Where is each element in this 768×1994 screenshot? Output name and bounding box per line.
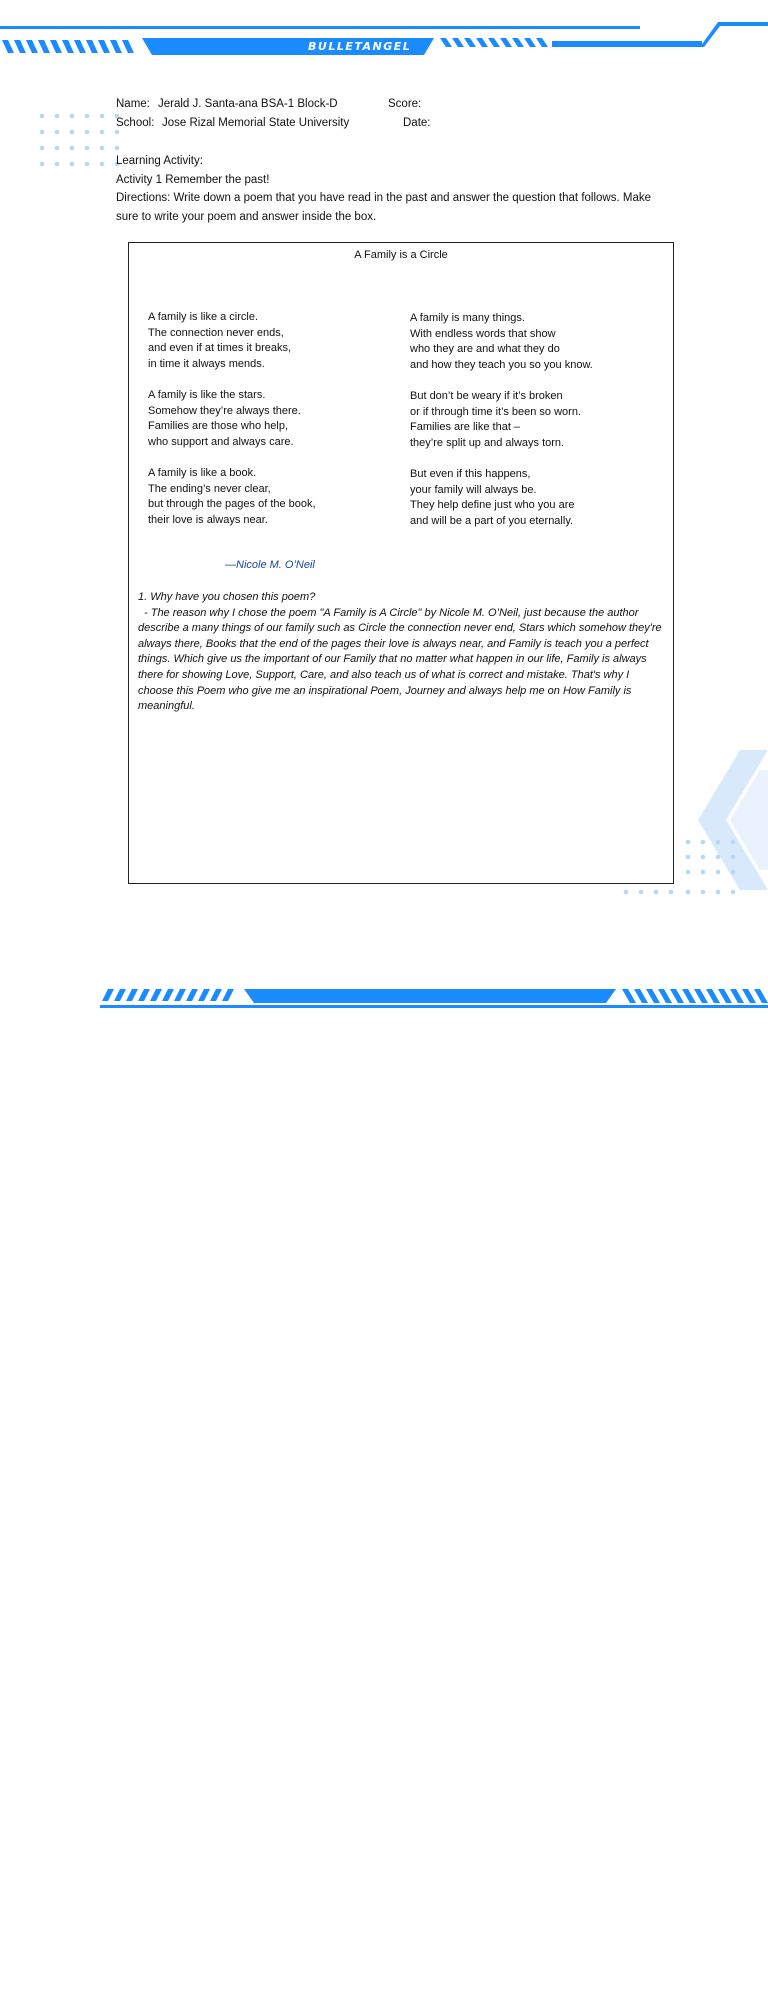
directions-text: Directions: Write down a poem that you have read in the past and answer the question that follows. Make sure to write your poem and answer inside the box. — [116, 192, 651, 223]
school-value: Jose Rizal Memorial State University — [162, 117, 350, 129]
answer-box — [128, 242, 674, 884]
poem-line: Families are like that – — [410, 421, 521, 434]
poem-line: Somehow they’re always there. — [148, 404, 301, 417]
poem-line: your family will always be. — [410, 483, 537, 496]
poem-line: The connection never ends, — [148, 326, 284, 339]
poem-stanza — [148, 388, 301, 450]
poem-title: A Family is a Circle — [354, 249, 448, 261]
poem-line: But even if this happens, — [410, 468, 531, 480]
poem-line: and even if at times it breaks, — [148, 342, 292, 355]
poem-line: A family is many things. — [410, 312, 525, 324]
brand-logo-text: BULLETANGEL — [308, 40, 412, 53]
poem-line: who support and always care. — [148, 435, 294, 448]
section-label: Learning Activity: — [116, 155, 203, 167]
poem-line: With endless words that show — [410, 327, 556, 340]
brand-logo-text: BULLETANGEL — [276, 1981, 380, 1994]
poem-stanza — [148, 310, 291, 372]
poem-stanza — [410, 311, 593, 373]
question-block — [138, 590, 666, 715]
name-value: Jerald J. Santa-ana BSA-1 Block-D — [158, 98, 338, 110]
poem-line: Families are those who help, — [148, 420, 289, 433]
poem-line: The ending’s never clear, — [148, 482, 271, 495]
question-text: 1. Why have you chosen this poem? — [138, 591, 316, 603]
poem-line: But don’t be weary if it’s broken — [410, 390, 563, 402]
poem-stanza — [410, 467, 575, 529]
header-banner — [0, 0, 768, 60]
poem-line: who they are and what they do — [410, 343, 560, 356]
poem-stanza — [148, 466, 316, 528]
activity-title: Activity 1 Remember the past! — [116, 174, 270, 186]
poem-line: but through the pages of the book, — [148, 498, 316, 511]
footer-banner-graphic — [0, 985, 768, 1024]
poem-line: and will be a part of you eternally. — [410, 514, 574, 527]
answer-text: - The reason why I chose the poem "A Family is A Circle" by Nicole M. O’Neil, just because the author describe a many things of our family such as Circle the connection never end, Stars which somehow they're always there, Books that the end of the pages their love is always near, and Family is teach you a perfect things. Which give us the important of our Family that no matter what happen in our life, Family is always there for showing Love, Support, Care, and also teach us of what is correct and mistake. That's why I choose this Poem who give me an inspirational Poem, Journey and always help me on How Family is meaningful. — [138, 606, 662, 713]
poem-line: and how they teach you so you know. — [410, 358, 593, 371]
name-label: Name: — [116, 98, 150, 110]
poem-line: or if through time it’s been so worn. — [410, 405, 581, 418]
poem-line: A family is like a circle. — [148, 311, 259, 323]
poem-author: —Nicole M. O’Neil — [225, 559, 315, 571]
score-label: Score: — [388, 98, 422, 110]
poem-line: their love is always near. — [148, 513, 268, 526]
school-label: School: — [116, 117, 155, 129]
poem-line: A family is like a book. — [148, 467, 257, 479]
footer-banner — [0, 985, 768, 1994]
poem-line: They help define just who you are — [410, 499, 575, 512]
poem-stanza — [410, 389, 581, 451]
poem-line: in time it always mends. — [148, 357, 265, 370]
poem-line: they’re split up and always torn. — [410, 436, 565, 449]
date-label: Date: — [403, 117, 431, 129]
poem-line: A family is like the stars. — [148, 389, 266, 401]
